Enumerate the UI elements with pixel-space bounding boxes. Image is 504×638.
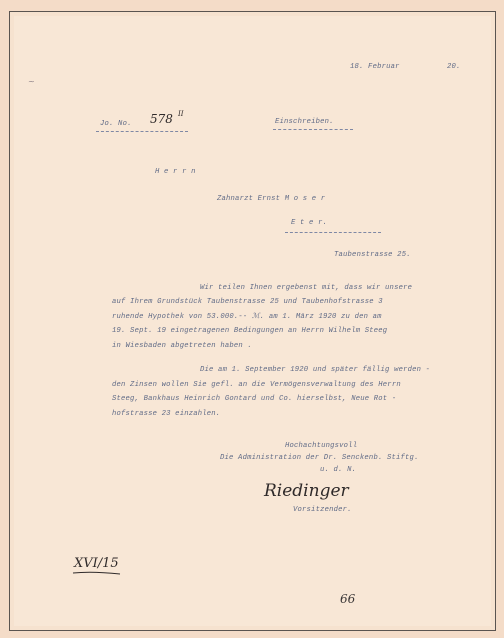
body-line: den Zinsen wollen Sie gefl. an die Vermögensverwaltung des Herrn — [112, 381, 401, 389]
body-line: Die am 1. September 1920 und später fällig werden - — [200, 366, 431, 374]
body-line: in Wiesbaden abgetreten haben . — [112, 342, 252, 350]
handwritten-signature: Riedinger — [264, 481, 349, 501]
date-day: 18. Februar — [350, 63, 400, 71]
archive-mark-underline — [72, 570, 122, 576]
letter-sheet — [9, 11, 496, 631]
margin-pencil-mark: ~ — [28, 77, 35, 86]
recipient-name: Zahnarzt Ernst M o s e r — [217, 195, 326, 203]
archive-mark: XVI/15 — [74, 556, 119, 571]
registered-mail-label: Einschreiben. — [275, 118, 334, 126]
date-year: 20. — [447, 63, 461, 71]
recipient-street: Taubenstrasse 25. — [334, 251, 411, 259]
body-line: auf Ihrem Grundstück Taubenstrasse 25 und Taubenhofstrasse 3 — [112, 298, 383, 306]
reference-number: 578 — [150, 112, 173, 126]
body-line: Steeg, Bankhaus Heinrich Gontard und Co. hierselbst, Neue Rot - — [112, 395, 397, 403]
recipient-city: E t e r. — [291, 219, 328, 227]
body-line: 19. Sept. 19 eingetragenen Bedingungen an Herrn Wilhelm Steeg — [112, 327, 388, 335]
letter-paper — [14, 16, 491, 626]
closing-abbreviation: u. d. N. — [320, 466, 357, 474]
reference-rule — [96, 131, 188, 132]
closing-greeting: Hochachtungsvoll — [285, 442, 358, 450]
closing-organization: Die Administration der Dr. Senckenb. Stiftg. — [220, 454, 419, 462]
registered-rule — [273, 129, 353, 130]
reference-suffix: II — [178, 110, 184, 118]
page-number: 66 — [340, 592, 356, 606]
body-line: Wir teilen Ihnen ergebenst mit, dass wir unsere — [200, 284, 413, 292]
salutation-line: H e r r n — [155, 168, 196, 176]
body-line: ruhende Hypothek von 53.000.-- ℳ. am 1. März 1920 zu den am — [112, 313, 382, 321]
recipient-city-rule — [285, 232, 381, 233]
reference-label: Jo. No. — [100, 120, 132, 128]
signature-role: Vorsitzender. — [293, 506, 352, 514]
body-line: hofstrasse 23 einzahlen. — [112, 410, 221, 418]
